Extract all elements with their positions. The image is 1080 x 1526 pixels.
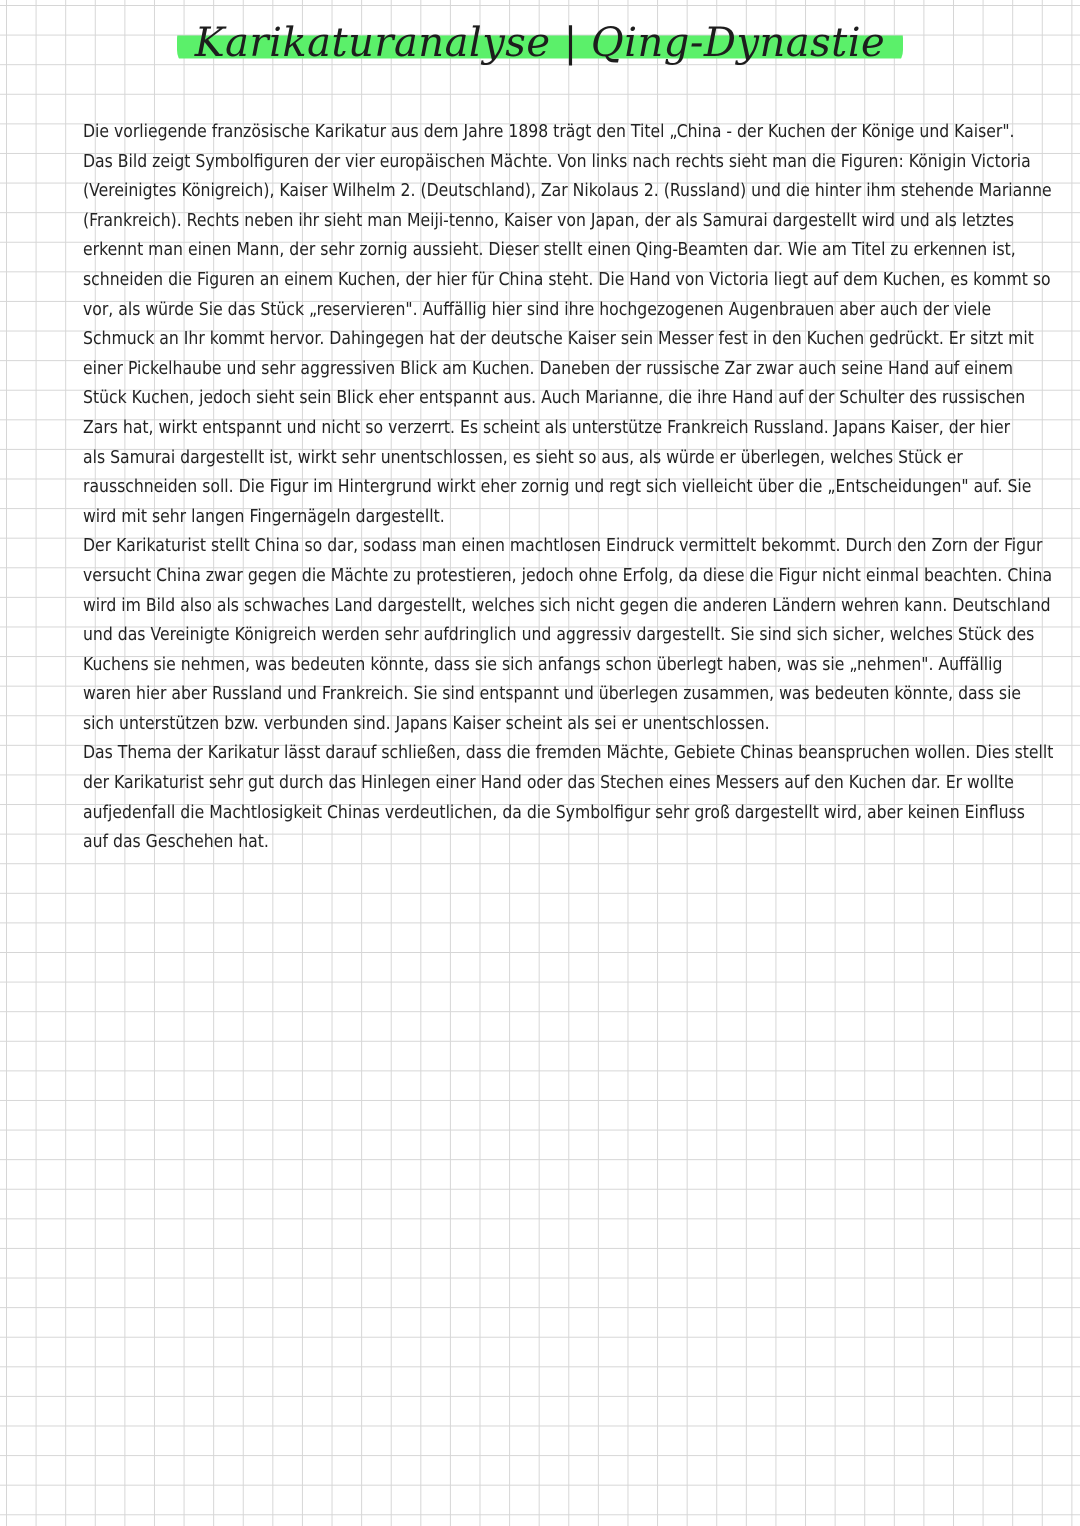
text-line: Schmuck an Ihr kommt hervor. Dahingegen hat der deutsche Kaiser sein Messer fest in den Kuchen gedrückt. Er sitzt mit: [83, 328, 1034, 350]
text-line: Stück Kuchen, jedoch sieht sein Blick eher entspannt aus. Auch Marianne, die ihre Hand auf der Schulter des russischen: [83, 387, 1026, 409]
text-line: einer Pickelhaube und sehr aggressiven Blick am Kuchen. Daneben der russische Zar zwar auch seine Hand auf einem: [83, 357, 1014, 379]
text-line: (Vereinigtes Königreich), Kaiser Wilhelm 2. (Deutschland), Zar Nikolaus 2. (Russland) und die hinter ihm stehende Marianne: [83, 180, 1052, 202]
text-line: Der Karikaturist stellt China so dar, sodass man einen machtlosen Eindruck vermittelt bekommt. Durch den Zorn der Figur: [83, 535, 1043, 557]
text-line: und das Vereinigte Königreich werden sehr aufdringlich und aggressiv dargestellt. Sie sind sich sicher, welches Stück des: [83, 624, 1035, 646]
text-line: auf das Geschehen hat.: [83, 831, 269, 853]
text-line: Kuchens sie nehmen, was bedeuten könnte, dass sie sich anfangs schon überlegt haben, was sie „nehmen". Auffällig: [83, 653, 1003, 675]
text-line: der Karikaturist sehr gut durch das Hinlegen einer Hand oder das Stechen eines Messers auf den Kuchen dar. Er wollte: [83, 772, 1014, 794]
text-line: versucht China zwar gegen die Mächte zu protestieren, jedoch ohne Erfolg, da diese die Figur nicht einmal beachten. China: [83, 564, 1053, 586]
text-line: wird mit sehr langen Fingernägeln dargestellt.: [83, 505, 445, 527]
text-line: sich unterstützen bzw. verbunden sind. Japans Kaiser scheint als sei er unentschlossen.: [83, 712, 770, 734]
text-line: Die vorliegende französische Karikatur aus dem Jahre 1898 trägt den Titel „China - der Kuchen der Könige und Kaiser".: [83, 121, 1015, 142]
text-line: rausschneiden soll. Die Figur im Hintergrund wirkt eher zornig und regt sich vielleicht über die „Entscheidungen" auf. Sie: [83, 476, 1032, 498]
text-line: waren hier aber Russland und Frankreich. Sie sind entspannt und überlegen zusammen, was bedeuten könnte, dass sie: [83, 683, 1022, 705]
text-line: Das Thema der Karikatur lässt darauf schließen, dass die fremden Mächte, Gebiete Chinas beanspruchen wollen. Dies stellt: [83, 742, 1054, 764]
analysis-text: [83, 117, 1054, 857]
text-line: (Frankreich). Rechts neben ihr sieht man Meiji-tenno, Kaiser von Japan, der als Samurai dargestellt wird und als letztes: [83, 209, 1015, 231]
page-title: Karikaturanalyse | Qing-Dynastie: [177, 18, 903, 70]
text-line: wird im Bild also als schwaches Land dargestellt, welches sich nicht gegen die anderen Ländern wehren kann. Deutschland: [83, 594, 1051, 616]
text-line: Das Bild zeigt Symbolfiguren der vier europäischen Mächte. Von links nach rechts sieht man die Figuren: Königin Victoria: [83, 150, 1031, 172]
text-line: schneiden die Figuren an einem Kuchen, der hier für China steht. Die Hand von Victoria liegt auf dem Kuchen, es kommt so: [83, 268, 1051, 290]
text-line: aufjedenfall die Machtlosigkeit Chinas verdeutlichen, da die Symbolfigur sehr groß dargestellt wird, aber keinen Einfluss: [83, 801, 1025, 823]
text-line: Zars hat, wirkt entspannt und nicht so verzerrt. Es scheint als unterstütze Frankreich Russland. Japans Kaiser, der hier: [83, 416, 1011, 438]
text-line: als Samurai dargestellt ist, wirkt sehr unentschlossen, es sieht so aus, als würde er überlegen, welches Stück er: [83, 446, 963, 468]
text-line: erkennt man einen Mann, der sehr zornig aussieht. Dieser stellt einen Qing-Beamten dar. Wie am Titel zu erkennen ist,: [83, 239, 1016, 261]
text-line: vor, als würde Sie das Stück „reservieren". Auffällig hier sind ihre hochgezogenen Augenbrauen aber auch der viele: [83, 298, 992, 320]
title-area: [0, 18, 1080, 70]
